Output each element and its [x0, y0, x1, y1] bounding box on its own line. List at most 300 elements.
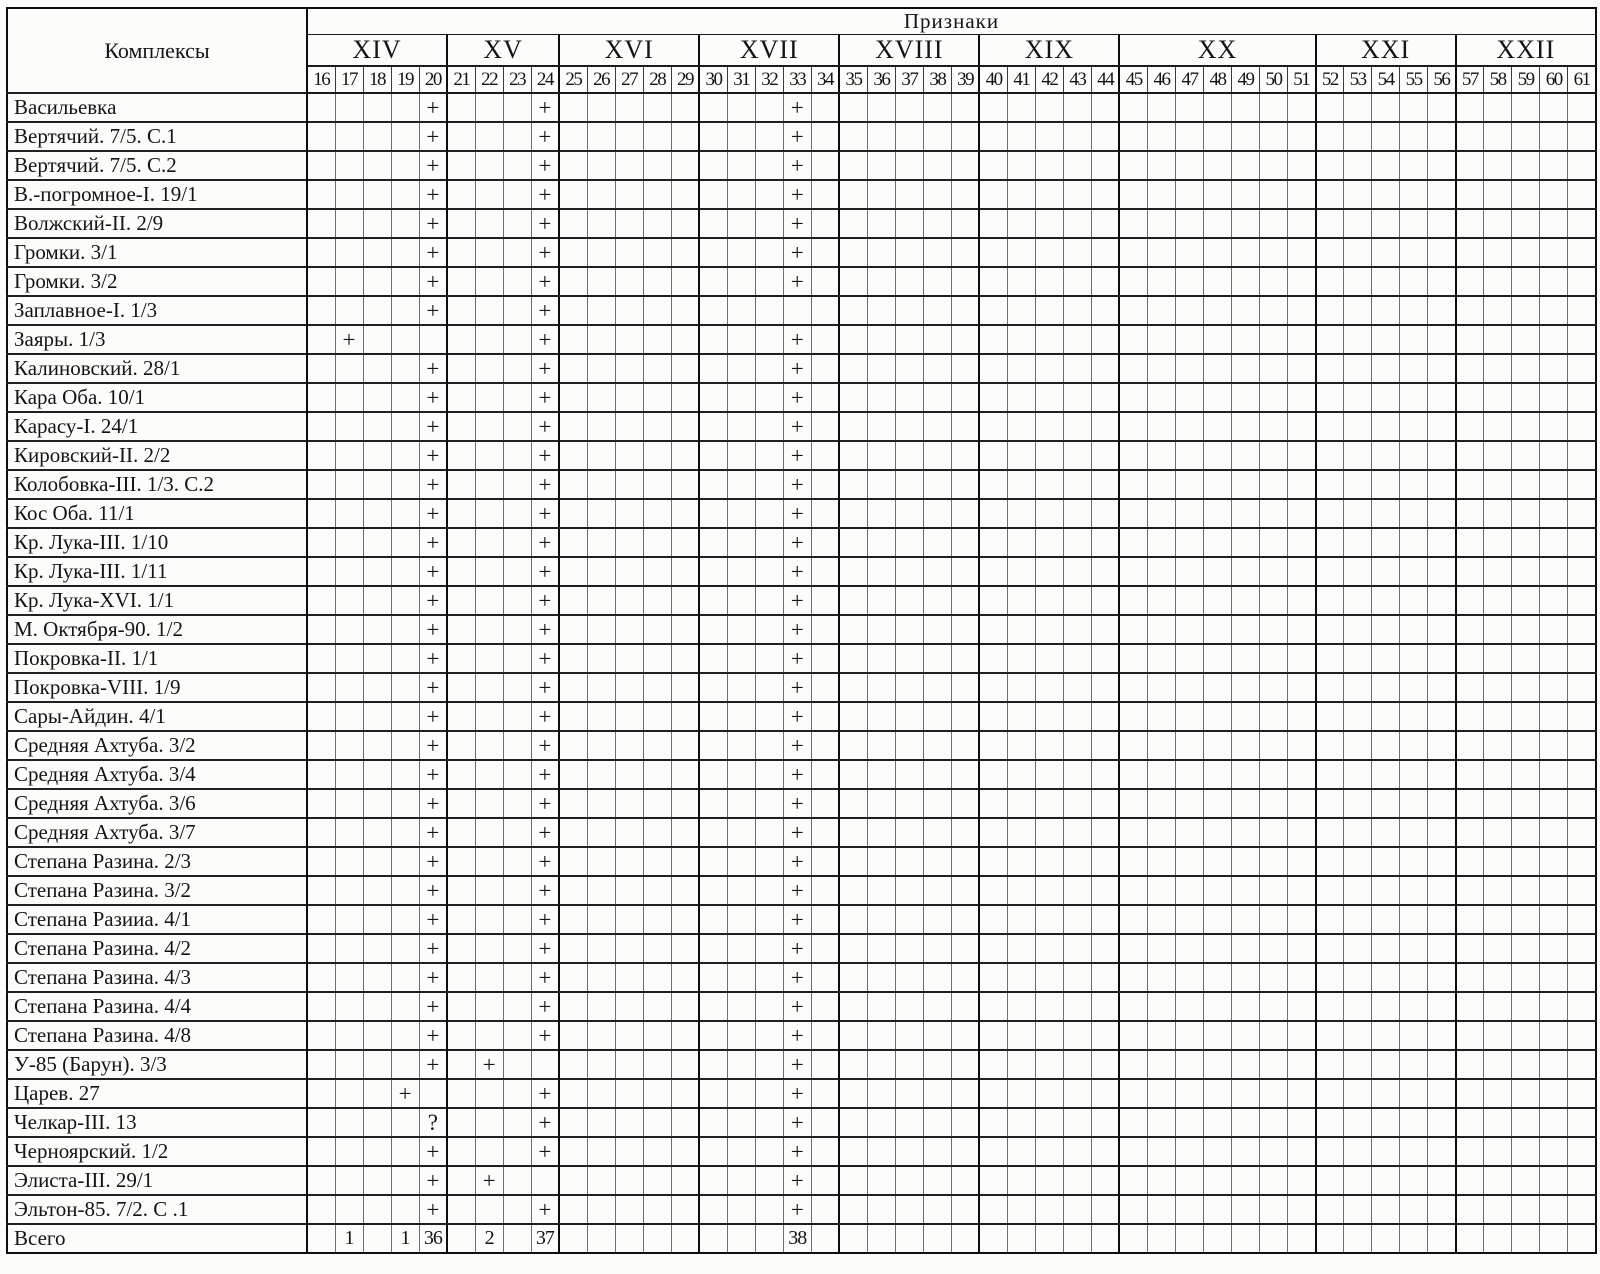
grid-cell — [867, 354, 895, 383]
grid-cell — [811, 1137, 839, 1166]
grid-cell — [1119, 412, 1147, 441]
grid-cell — [1568, 325, 1596, 354]
grid-cell — [1428, 760, 1456, 789]
grid-cell — [895, 702, 923, 731]
mark-cell: + — [419, 615, 447, 644]
grid-cell — [1204, 905, 1232, 934]
grid-cell — [699, 702, 727, 731]
grid-cell — [755, 789, 783, 818]
grid-cell — [1175, 1195, 1203, 1224]
grid-cell — [867, 209, 895, 238]
mark-cell: + — [419, 441, 447, 470]
grid-cell — [699, 1137, 727, 1166]
grid-cell — [1568, 557, 1596, 586]
grid-cell — [1316, 296, 1344, 325]
complex-row-label: Вертячий. 7/5. С.2 — [7, 151, 307, 180]
grid-cell — [1372, 1050, 1400, 1079]
grid-cell — [811, 151, 839, 180]
grid-cell — [335, 1108, 363, 1137]
grid-cell — [1035, 441, 1063, 470]
table-row — [7, 325, 1596, 354]
grid-cell — [811, 702, 839, 731]
grid-cell — [811, 760, 839, 789]
grid-cell — [895, 470, 923, 499]
feature-number: 54 — [1372, 66, 1400, 93]
grid-cell — [755, 586, 783, 615]
grid-cell — [839, 325, 867, 354]
grid-cell — [1260, 1166, 1288, 1195]
grid-cell — [1568, 586, 1596, 615]
grid-cell — [1063, 847, 1091, 876]
grid-cell — [755, 1108, 783, 1137]
grid-cell — [1007, 760, 1035, 789]
grid-cell — [1063, 1224, 1091, 1253]
grid-cell — [391, 760, 419, 789]
grid-cell — [1147, 267, 1175, 296]
grid-cell — [1568, 1195, 1596, 1224]
grid-cell — [699, 441, 727, 470]
grid-cell — [923, 934, 951, 963]
grid-cell — [335, 499, 363, 528]
grid-cell — [951, 992, 979, 1021]
grid-cell — [979, 1224, 1007, 1253]
grid-cell — [1147, 1137, 1175, 1166]
grid-cell — [699, 644, 727, 673]
grid-cell — [1316, 1050, 1344, 1079]
grid-cell — [1232, 615, 1260, 644]
feature-number: 37 — [895, 66, 923, 93]
grid-cell — [699, 1079, 727, 1108]
grid-cell — [587, 934, 615, 963]
grid-cell — [1540, 702, 1568, 731]
grid-cell — [587, 731, 615, 760]
grid-cell — [1428, 905, 1456, 934]
grid-cell — [1344, 702, 1372, 731]
grid-cell — [867, 702, 895, 731]
grid-cell — [727, 325, 755, 354]
mark-cell: ? — [419, 1108, 447, 1137]
grid-cell — [727, 1224, 755, 1253]
grid-cell — [1372, 1224, 1400, 1253]
grid-cell — [1063, 209, 1091, 238]
grid-cell — [1175, 296, 1203, 325]
grid-cell — [559, 1137, 587, 1166]
grid-cell — [1063, 1137, 1091, 1166]
grid-cell — [895, 238, 923, 267]
grid-cell — [1260, 499, 1288, 528]
mark-cell: + — [531, 499, 559, 528]
grid-cell — [559, 934, 587, 963]
grid-cell — [363, 789, 391, 818]
grid-cell — [839, 673, 867, 702]
grid-cell — [1260, 383, 1288, 412]
grid-cell — [475, 992, 503, 1021]
grid-cell — [1007, 644, 1035, 673]
grid-cell — [1456, 325, 1484, 354]
grid-cell — [979, 760, 1007, 789]
grid-cell — [1204, 470, 1232, 499]
grid-cell — [755, 1195, 783, 1224]
grid-cell — [559, 731, 587, 760]
grid-cell — [615, 296, 643, 325]
grid-cell — [503, 383, 531, 412]
grid-cell — [1456, 151, 1484, 180]
grid-cell — [503, 876, 531, 905]
grid-cell — [1540, 354, 1568, 383]
grid-cell — [1428, 1195, 1456, 1224]
grid-cell — [587, 673, 615, 702]
grid-cell — [643, 586, 671, 615]
grid-cell — [1007, 847, 1035, 876]
grid-cell — [1091, 1137, 1119, 1166]
grid-cell — [1456, 412, 1484, 441]
grid-cell — [1428, 267, 1456, 296]
grid-cell — [307, 238, 335, 267]
grid-cell — [727, 1050, 755, 1079]
grid-cell — [1204, 1079, 1232, 1108]
grid-cell — [1316, 1021, 1344, 1050]
grid-cell — [1119, 557, 1147, 586]
grid-cell — [1063, 731, 1091, 760]
grid-cell — [1344, 760, 1372, 789]
grid-cell — [1063, 470, 1091, 499]
grid-cell — [447, 1195, 475, 1224]
mark-cell: + — [783, 702, 811, 731]
table-row — [7, 702, 1596, 731]
grid-cell — [1175, 731, 1203, 760]
grid-cell — [979, 673, 1007, 702]
grid-cell — [1288, 644, 1316, 673]
grid-cell — [475, 1137, 503, 1166]
grid-cell — [1260, 354, 1288, 383]
grid-cell — [671, 1108, 699, 1137]
grid-cell — [1147, 1224, 1175, 1253]
grid-cell — [1512, 1079, 1540, 1108]
grid-cell — [1512, 905, 1540, 934]
grid-cell — [1512, 760, 1540, 789]
grid-cell — [503, 702, 531, 731]
grid-cell — [1540, 557, 1568, 586]
grid-cell — [1147, 789, 1175, 818]
grid-cell — [475, 586, 503, 615]
grid-cell — [307, 470, 335, 499]
grid-cell — [1091, 789, 1119, 818]
grid-cell — [1568, 122, 1596, 151]
grid-cell — [671, 760, 699, 789]
grid-cell — [867, 383, 895, 412]
grid-cell — [1288, 1079, 1316, 1108]
grid-cell — [307, 499, 335, 528]
grid-cell — [755, 963, 783, 992]
grid-cell — [1512, 1166, 1540, 1195]
grid-cell — [1147, 847, 1175, 876]
grid-cell — [1119, 934, 1147, 963]
grid-cell — [475, 325, 503, 354]
grid-cell — [1428, 499, 1456, 528]
grid-cell — [615, 238, 643, 267]
grid-cell — [1428, 934, 1456, 963]
grid-cell — [839, 470, 867, 499]
grid-cell — [699, 760, 727, 789]
grid-cell — [503, 238, 531, 267]
mark-cell: + — [531, 905, 559, 934]
grid-cell — [1232, 1108, 1260, 1137]
grid-cell — [923, 383, 951, 412]
grid-cell — [951, 354, 979, 383]
grid-cell — [1288, 1050, 1316, 1079]
mark-cell: + — [783, 383, 811, 412]
grid-cell — [727, 905, 755, 934]
grid-cell — [923, 180, 951, 209]
grid-cell — [1175, 238, 1203, 267]
grid-cell — [615, 209, 643, 238]
grid-cell — [1512, 296, 1540, 325]
grid-cell — [1316, 470, 1344, 499]
grid-cell — [1204, 1137, 1232, 1166]
grid-cell — [1288, 1021, 1316, 1050]
grid-cell — [559, 1050, 587, 1079]
grid-cell — [335, 267, 363, 296]
grid-cell — [1232, 267, 1260, 296]
grid-cell — [587, 789, 615, 818]
grid-cell — [1344, 731, 1372, 760]
complex-row-label: Степана Разина. 4/3 — [7, 963, 307, 992]
grid-cell — [1316, 963, 1344, 992]
grid-cell — [1400, 412, 1428, 441]
grid-cell — [1260, 528, 1288, 557]
grid-cell — [699, 238, 727, 267]
grid-cell — [503, 180, 531, 209]
grid-cell — [643, 499, 671, 528]
grid-cell — [1400, 702, 1428, 731]
grid-cell — [1147, 615, 1175, 644]
grid-cell — [1316, 412, 1344, 441]
grid-cell — [363, 1108, 391, 1137]
grid-cell — [391, 702, 419, 731]
grid-cell — [587, 325, 615, 354]
grid-cell — [475, 615, 503, 644]
grid-cell — [1232, 180, 1260, 209]
grid-cell — [1175, 644, 1203, 673]
grid-cell — [1232, 412, 1260, 441]
mark-cell: + — [419, 789, 447, 818]
grid-cell — [839, 1021, 867, 1050]
grid-cell — [1232, 934, 1260, 963]
grid-cell — [1204, 876, 1232, 905]
grid-cell — [1456, 122, 1484, 151]
grid-cell — [503, 93, 531, 122]
grid-cell — [699, 267, 727, 296]
grid-cell — [1119, 1224, 1147, 1253]
grid-cell — [615, 354, 643, 383]
grid-cell — [447, 992, 475, 1021]
grid-cell — [643, 673, 671, 702]
grid-cell — [391, 644, 419, 673]
grid-cell — [671, 1224, 699, 1253]
grid-cell — [923, 209, 951, 238]
grid-cell — [307, 1050, 335, 1079]
grid-cell — [1232, 1195, 1260, 1224]
grid-cell — [1260, 905, 1288, 934]
grid-cell — [727, 1108, 755, 1137]
grid-cell — [1400, 934, 1428, 963]
table-row — [7, 1108, 1596, 1137]
grid-cell — [1204, 847, 1232, 876]
grid-cell — [307, 1224, 335, 1253]
grid-cell — [1035, 1224, 1063, 1253]
grid-cell — [1344, 151, 1372, 180]
grid-cell — [1372, 557, 1400, 586]
grid-cell — [391, 412, 419, 441]
grid-cell — [699, 818, 727, 847]
grid-cell — [951, 615, 979, 644]
grid-cell — [951, 1195, 979, 1224]
grid-cell — [727, 731, 755, 760]
grid-cell — [1063, 354, 1091, 383]
grid-cell — [1091, 499, 1119, 528]
grid-cell — [1119, 122, 1147, 151]
grid-cell — [1372, 905, 1400, 934]
grid-cell — [1063, 267, 1091, 296]
grid-cell — [923, 441, 951, 470]
grid-cell — [1344, 934, 1372, 963]
grid-cell — [587, 615, 615, 644]
grid-cell — [475, 847, 503, 876]
grid-cell — [895, 847, 923, 876]
grid-cell — [1260, 644, 1288, 673]
grid-cell — [363, 180, 391, 209]
grid-cell — [1260, 963, 1288, 992]
grid-cell — [1568, 963, 1596, 992]
grid-cell — [867, 441, 895, 470]
grid-cell — [1512, 122, 1540, 151]
grid-cell — [1344, 992, 1372, 1021]
grid-cell — [867, 325, 895, 354]
grid-cell — [979, 1079, 1007, 1108]
grid-cell — [1568, 1021, 1596, 1050]
mark-cell: + — [419, 151, 447, 180]
grid-cell — [1512, 963, 1540, 992]
grid-cell — [811, 673, 839, 702]
grid-cell — [559, 992, 587, 1021]
grid-cell — [587, 1021, 615, 1050]
grid-cell — [1512, 499, 1540, 528]
grid-cell — [587, 122, 615, 151]
grid-cell — [699, 789, 727, 818]
grid-cell — [671, 1021, 699, 1050]
grid-cell — [699, 93, 727, 122]
grid-cell — [867, 470, 895, 499]
grid-cell — [391, 992, 419, 1021]
grid-cell — [587, 557, 615, 586]
grid-cell — [1456, 673, 1484, 702]
grid-cell — [755, 296, 783, 325]
grid-cell — [839, 963, 867, 992]
grid-cell — [643, 847, 671, 876]
grid-cell — [1063, 789, 1091, 818]
grid-cell — [1288, 1166, 1316, 1195]
grid-cell — [671, 93, 699, 122]
grid-cell — [1288, 905, 1316, 934]
grid-cell — [503, 267, 531, 296]
grid-cell — [1260, 876, 1288, 905]
table-row — [7, 934, 1596, 963]
grid-cell — [755, 1050, 783, 1079]
grid-cell — [1400, 876, 1428, 905]
grid-cell — [363, 963, 391, 992]
grid-cell — [335, 209, 363, 238]
grid-cell — [643, 528, 671, 557]
grid-cell — [1344, 296, 1372, 325]
mark-cell: + — [531, 702, 559, 731]
grid-cell — [615, 644, 643, 673]
grid-cell — [811, 93, 839, 122]
grid-cell — [951, 1108, 979, 1137]
grid-cell — [1119, 789, 1147, 818]
grid-cell — [391, 789, 419, 818]
grid-cell — [475, 1079, 503, 1108]
grid-cell — [923, 412, 951, 441]
grid-cell — [1568, 180, 1596, 209]
grid-cell — [923, 992, 951, 1021]
grid-cell — [699, 963, 727, 992]
grid-cell — [1260, 209, 1288, 238]
grid-cell — [671, 1195, 699, 1224]
grid-cell — [1232, 325, 1260, 354]
grid-cell — [951, 557, 979, 586]
grid-cell — [979, 934, 1007, 963]
grid-cell — [811, 180, 839, 209]
grid-cell — [643, 557, 671, 586]
grid-cell — [559, 528, 587, 557]
grid-cell — [811, 789, 839, 818]
grid-cell — [1007, 267, 1035, 296]
grid-cell — [363, 499, 391, 528]
mark-cell: + — [783, 1137, 811, 1166]
grid-cell — [363, 209, 391, 238]
grid-cell — [1063, 615, 1091, 644]
grid-cell — [1204, 731, 1232, 760]
grid-cell — [1035, 238, 1063, 267]
grid-cell — [755, 209, 783, 238]
grid-cell — [503, 760, 531, 789]
mark-cell: + — [531, 1108, 559, 1137]
grid-cell — [727, 615, 755, 644]
grid-cell — [755, 934, 783, 963]
mark-cell: + — [419, 1021, 447, 1050]
grid-cell — [1091, 731, 1119, 760]
grid-cell — [1400, 992, 1428, 1021]
grid-cell — [1456, 441, 1484, 470]
grid-cell — [951, 586, 979, 615]
grid-cell — [447, 847, 475, 876]
grid-cell — [951, 1166, 979, 1195]
grid-cell — [335, 1050, 363, 1079]
grid-cell — [615, 847, 643, 876]
grid-cell — [1091, 615, 1119, 644]
grid-cell — [1091, 760, 1119, 789]
table-row — [7, 93, 1596, 122]
grid-cell — [1484, 499, 1512, 528]
grid-cell — [1456, 789, 1484, 818]
grid-cell — [923, 702, 951, 731]
grid-cell — [1147, 760, 1175, 789]
complex-row-label: Покровка-VIII. 1/9 — [7, 673, 307, 702]
mark-cell: + — [419, 673, 447, 702]
grid-cell — [559, 470, 587, 499]
grid-cell — [979, 93, 1007, 122]
grid-cell — [335, 557, 363, 586]
